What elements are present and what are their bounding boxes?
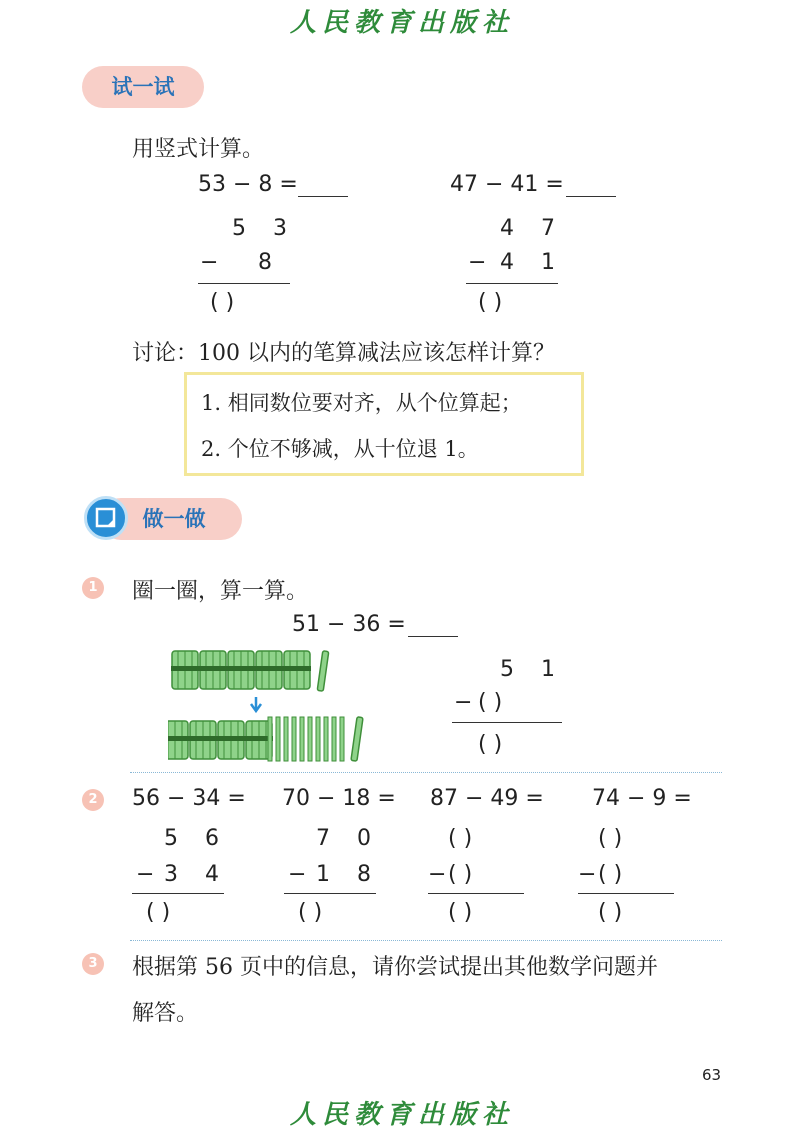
- vertical-bottom: 4 1: [500, 250, 565, 275]
- answer-paren: ( ): [210, 290, 235, 315]
- q2-equation: 70 − 18 =: [282, 786, 396, 811]
- answer-paren: ( ): [478, 290, 503, 315]
- tip-line-2: 2. 个位不够减，从十位退 1。: [201, 437, 479, 461]
- minus-sign: −: [454, 690, 473, 715]
- question-number-3: 3: [82, 953, 104, 975]
- vertical-line: [198, 283, 290, 284]
- equation-53-8: 53 − 8 =: [198, 172, 298, 197]
- vertical-top-paren: ( ): [448, 826, 473, 851]
- q2-equation: 87 − 49 =: [430, 786, 544, 811]
- divider: [130, 940, 722, 941]
- vertical-top: 7 0: [316, 826, 381, 851]
- answer-paren: ( ): [298, 900, 323, 925]
- stick-bundles-illustration: [168, 645, 378, 770]
- vertical-line: [132, 893, 224, 894]
- question-number-1: 1: [82, 577, 104, 599]
- q3-text-line-2: 解答。: [132, 1001, 199, 1026]
- page-number: 63: [702, 1066, 722, 1084]
- vertical-bottom-paren: ( ): [448, 862, 473, 887]
- q1-equation: 51 − 36 =: [292, 612, 406, 637]
- instruction-text: 用竖式计算。: [132, 137, 265, 162]
- minus-sign: −: [578, 862, 597, 887]
- vertical-top: 5 1: [500, 657, 565, 682]
- vertical-bottom-paren: ( ): [598, 862, 623, 887]
- answer-blank: [408, 636, 458, 637]
- question-number-2: 2: [82, 789, 104, 811]
- tip-box: [184, 372, 584, 476]
- publisher-header: 人民教育出版社: [290, 8, 515, 38]
- bundle-row-bottom: [168, 717, 363, 761]
- vertical-line: [466, 283, 558, 284]
- vertical-line: [578, 893, 674, 894]
- minus-sign: −: [288, 862, 307, 887]
- publisher-footer: 人民教育出版社: [290, 1100, 515, 1130]
- vertical-bottom: 8: [258, 250, 282, 275]
- minus-sign: −: [468, 250, 487, 275]
- vertical-line: [428, 893, 524, 894]
- vertical-bottom: 3 4: [164, 862, 229, 887]
- answer-paren: ( ): [598, 900, 623, 925]
- q1-text: 圈一圈，算一算。: [132, 579, 309, 604]
- answer-blank: [566, 196, 616, 197]
- answer-paren: ( ): [448, 900, 473, 925]
- vertical-top: 5 3: [232, 216, 297, 241]
- answer-paren: ( ): [478, 732, 503, 757]
- tip-line-1: 1. 相同数位要对齐，从个位算起；: [201, 391, 522, 415]
- divider: [130, 772, 722, 773]
- section-title-do: 做一做: [100, 498, 242, 540]
- vertical-top: 5 6: [164, 826, 229, 851]
- vertical-line: [452, 722, 562, 723]
- discussion-text: 讨论：100 以内的笔算减法应该怎样计算？: [132, 341, 555, 366]
- vertical-line: [284, 893, 376, 894]
- q2-equation: 74 − 9 =: [592, 786, 692, 811]
- answer-paren: ( ): [146, 900, 171, 925]
- minus-sign: −: [200, 250, 219, 275]
- pencil-icon: [84, 496, 128, 540]
- bundle-row-top: [171, 651, 329, 691]
- vertical-top-paren: ( ): [598, 826, 623, 851]
- q2-equation: 56 − 34 =: [132, 786, 246, 811]
- q3-text-line-1: 根据第 56 页中的信息，请你尝试提出其他数学问题并: [132, 955, 658, 980]
- equation-47-41: 47 − 41 =: [450, 172, 564, 197]
- minus-sign: −: [136, 862, 155, 887]
- answer-blank: [298, 196, 348, 197]
- section-title-try: 试一试: [82, 66, 204, 108]
- minus-sign: −: [428, 862, 447, 887]
- vertical-top: 4 7: [500, 216, 565, 241]
- operand-paren: ( ): [478, 690, 503, 715]
- vertical-bottom: 1 8: [316, 862, 381, 887]
